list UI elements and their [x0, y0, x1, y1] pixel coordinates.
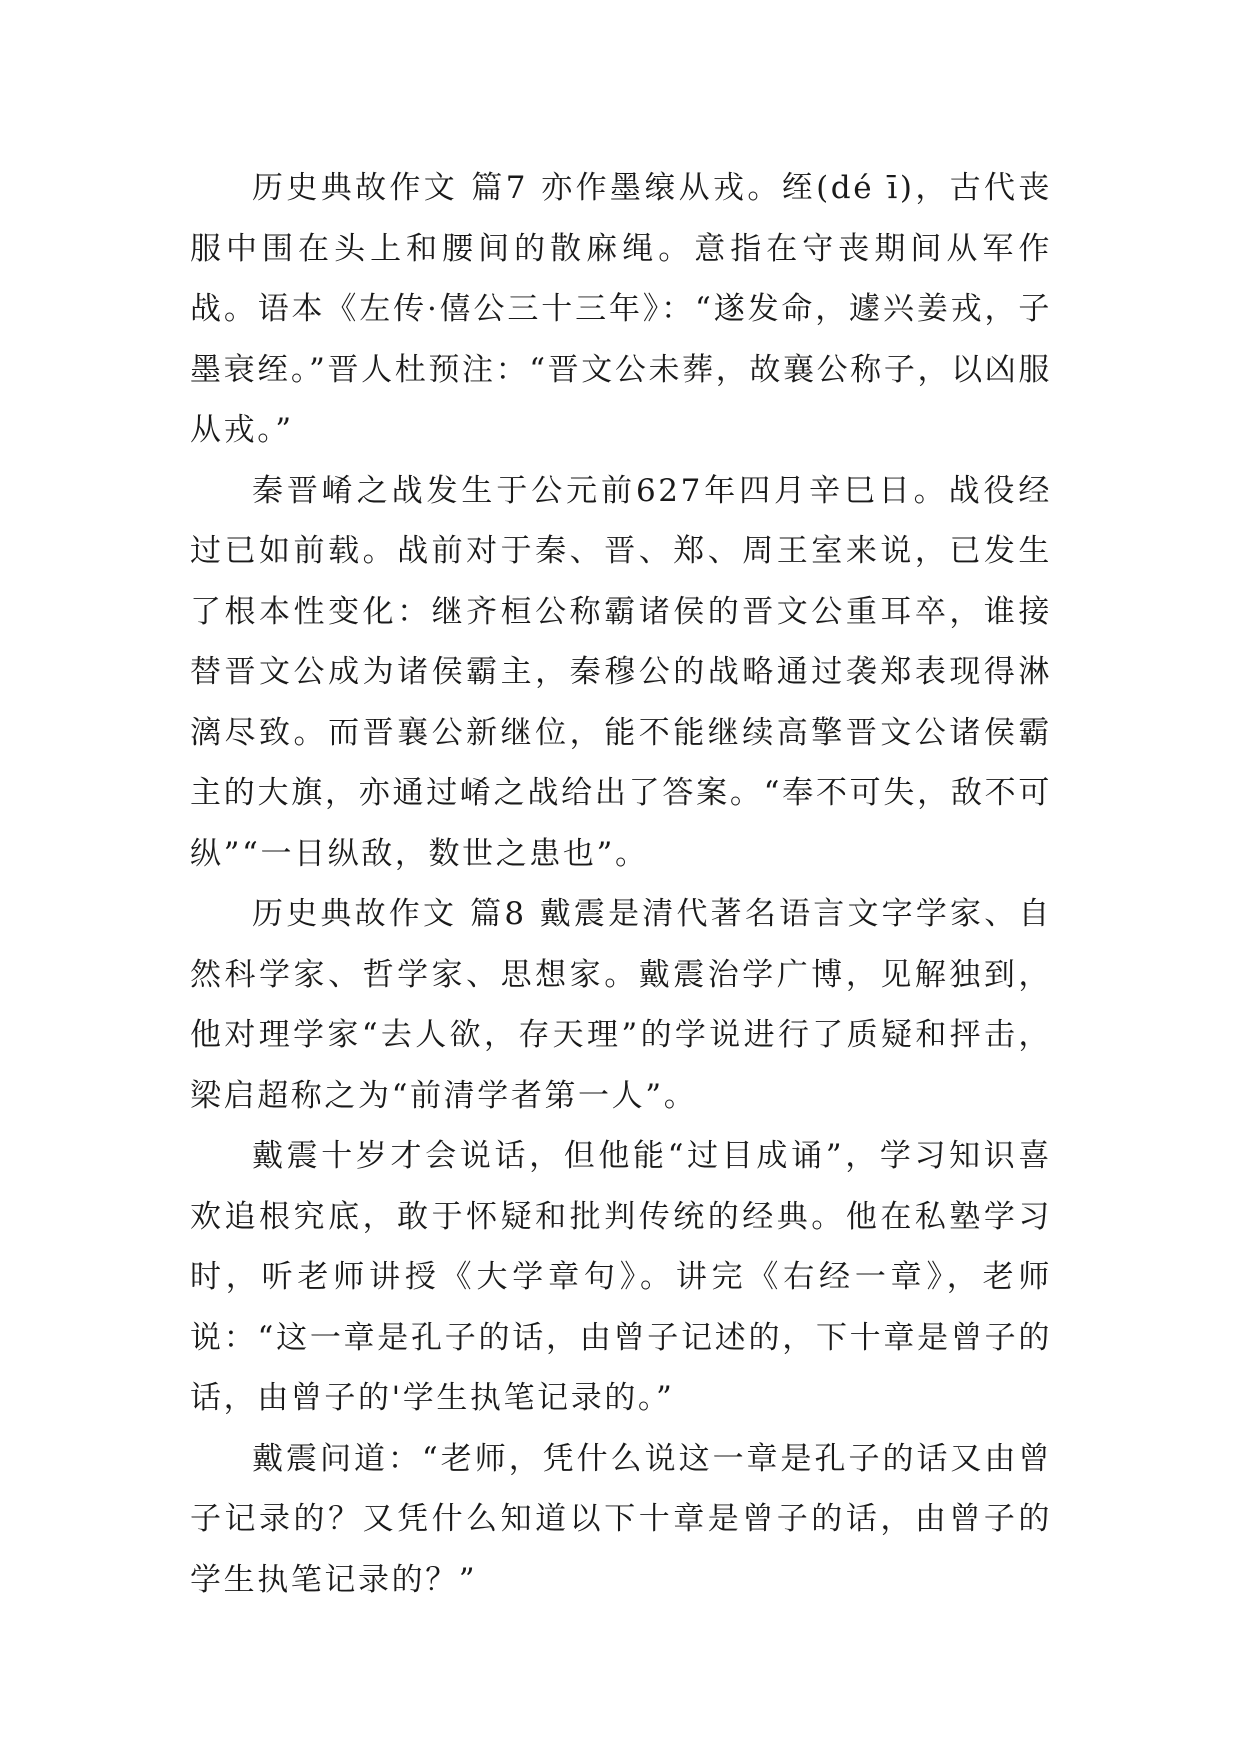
- paragraph: 戴震问道：“老师，凭什么说这一章是孔子的话又由曾子记录的？又凭什么知道以下十章是曾子的话，由曾子的学生执笔记录的？”: [190, 1440, 1052, 1598]
- paragraph: 历史典故作文 篇8 戴震是清代著名语言文字学家、自然科学家、哲学家、思想家。戴震治学广博，见解独到，他对理学家“去人欲，存天理”的学说进行了质疑和抨击，梁启超称之为“前清学者第一人”。: [190, 896, 1052, 1114]
- document-body: [190, 158, 1052, 1610]
- paragraph: 戴震十岁才会说话，但他能“过目成诵”，学习知识喜欢追根究底，敢于怀疑和批判传统的经典。他在私塾学习时，听老师讲授《大学章句》。讲完《右经一章》，老师说：“这一章是孔子的话，由曾子记述的，下十章是曾子的话，由曾子的'学生执笔记录的。”: [190, 1138, 1052, 1416]
- paragraph: 秦晋崤之战发生于公元前627年四月辛巳日。战役经过已如前载。战前对于秦、晋、郑、周王室来说，已发生了根本性变化：继齐桓公称霸诸侯的晋文公重耳卒，谁接替晋文公成为诸侯霸主，秦穆公的战略通过袭郑表现得淋漓尽致。而晋襄公新继位，能不能继续高擎晋文公诸侯霸主的大旗，亦通过崤之战给出了答案。“奉不可失，敌不可纵”“一日纵敌，数世之患也”。: [190, 472, 1052, 872]
- paragraph: 历史典故作文 篇7 亦作墨缞从戎。绖(dé ī)，古代丧服中围在头上和腰间的散麻绳。意指在守丧期间从军作战。语本《左传·僖公三十三年》：“遂发命，遽兴姜戎，子墨衰绖。”晋人杜预注：“晋文公未葬，故襄公称子，以凶服从戎。”: [190, 170, 1052, 448]
